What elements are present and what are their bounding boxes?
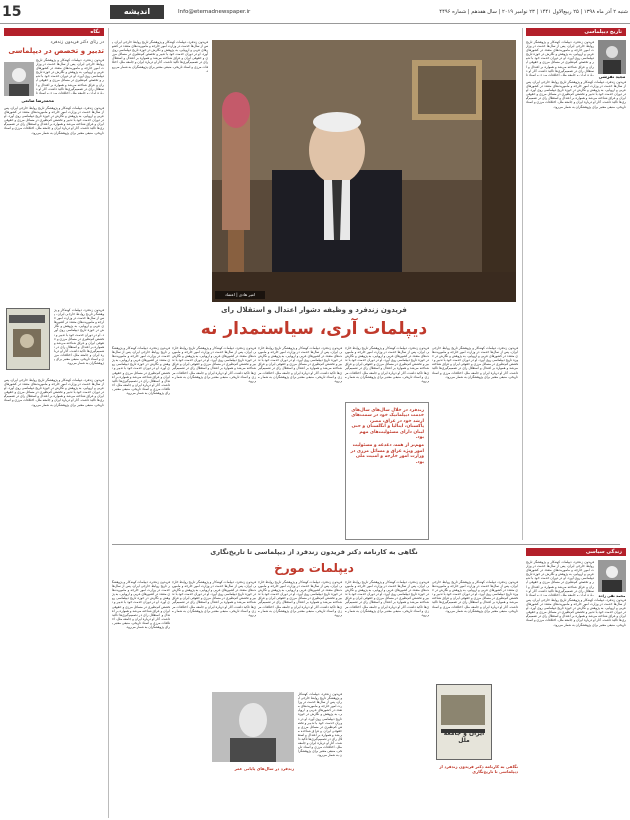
left-column-body-3: فریدون زندفرد، دیپلمات کهنه‌کار و پژوهشگر تاریخ روابط خارجی ایران، پس از سال‌ها خدمت در وزارت امور خارجه و ماموریت‌های متعدد در کشورهای عربی و اروپایی، به پژوهش و نگارش در حوزه تاریخ دیپلماسی روی آورد. او در دوران خدمت خود با تدبیر و تخصص کم‌نظیری در مسائل مرزی و حقوقی ایران و عراق شناخته می‌شد و همواره بر اعتدال و استقلال رای در تصمیم‌گیری‌ها تاکید داشت. آثار او درباره ایران و جامعه ملل، اختلافات مرزی و اسناد تاریخی، منبعی معتبر برای پژوهشگران به شمار می‌رود. [4,378,104,407]
bottom-headline: دیپلمات مورخ [274,561,354,575]
book-cover-image [436,684,492,760]
left-author-name: محمدرضا صانعی [21,98,54,103]
section-tag: اندیشه [110,5,164,19]
left-author-photo [4,62,34,96]
right-column-label: تاریخ دیپلماسی [526,28,626,36]
bottom-body-col-4: فریدون زندفرد، دیپلمات کهنه‌کار و پژوهشگر تاریخ روابط خارجی ایران، پس از سال‌ها خدمت در وزارت امور خارجه و ماموریت‌های متعدد در کشورهای عربی و اروپایی، به پژوهش و نگارش در حوزه تاریخ دیپلماسی روی آورد. او در دوران خدمت خود با تدبیر و تخصص کم‌نظیری در مسائل مرزی و حقوقی ایران و عراق شناخته می‌شد و همواره بر اعتدال و استقلال رای در تصمیم‌گیری‌ها تاکید داشت. آثار او درباره ایران و جامعه ملل، اختلافات مرزی و اسناد تاریخی، منبعی معتبر برای پژوهشگران به شمار می‌رود. [172,580,256,617]
email-address[interactable]: Info@etemadnewspaper.ir [178,9,251,15]
left-column-title: تدبیر و تخصص در دیپلماسی [8,47,104,55]
right-column-body: فریدون زندفرد، دیپلمات کهنه‌کار و پژوهشگر تاریخ روابط خارجی ایران، پس از سال‌ها خدمت در وزارت امور خارجه و ماموریت‌های متعدد در کشورهای عربی و اروپایی، به پژوهش و نگارش در حوزه تاریخ دیپلماسی روی آورد. او در دوران خدمت خود با تدبیر و تخصص کم‌نظیری در مسائل مرزی و حقوقی ایران و عراق شناخته می‌شد و همواره بر اعتدال و استقلال رای در تصمیم‌گیری‌ها تاکید داشت. آثار او درباره ایران و جامعه ملل، اختلافات مرزی و اسناد تاریخی، منبعی معتبر برای پژوهشگران به شمار می‌رود. [526,80,626,109]
bottom-body-col-1: فریدون زندفرد، دیپلمات کهنه‌کار و پژوهشگر تاریخ روابط خارجی ایران، پس از سال‌ها خدمت در وزارت امور خارجه و ماموریت‌های متعدد در کشورهای عربی و اروپایی، به پژوهش و نگارش در حوزه تاریخ دیپلماسی روی آورد. او در دوران خدمت خود با تدبیر و تخصص کم‌نظیری در مسائل مرزی و حقوقی ایران و عراق شناخته می‌شد و همواره بر اعتدال و استقلال رای در تصمیم‌گیری‌ها تاکید داشت. آثار او درباره ایران و جامعه ملل، اختلافات مرزی و اسناد تاریخی، منبعی معتبر برای پژوهشگران به شمار می‌رود. [432,580,518,613]
bottom-author-name: محمد تقی زاده [598,594,626,598]
bottom-photo-caption: زندفرد در سال‌های پایانی عمر [234,766,294,771]
bottom-body-col-6: فریدون زندفرد، دیپلمات کهنه‌کار و پژوهشگر تاریخ روابط خارجی ایران، پس از سال‌ها خدمت در وزارت امور خارجه و ماموریت‌های متعدد در کشورهای عربی و اروپایی، به پژوهش و نگارش در حوزه تاریخ دیپلماسی روی آورد. او در دوران خدمت خود با تدبیر و تخصص کم‌نظیری در مسائل مرزی و حقوقی ایران و عراق شناخته می‌شد و همواره بر اعتدال و استقلال رای در تصمیم‌گیری‌ها تاکید داشت. آثار او درباره ایران و جامعه ملل، اختلافات مرزی و اسناد تاریخی، منبعی معتبر برای پژوهشگران به شمار می‌رود. [298,692,342,758]
main-portrait-photo [212,40,516,302]
main-lead-text: فریدون زندفرد، دیپلمات کهنه‌کار و پژوهشگر تاریخ روابط خارجی ایران، پس از سال‌ها خدمت در وزارت امور خارجه و ماموریت‌های متعدد در کشورهای عربی و اروپایی، به پژوهش و نگارش در حوزه تاریخ دیپلماسی روی آورد. او در دوران خدمت خود با تدبیر و تخصص کم‌نظیری در مسائل مرزی و حقوقی ایران و عراق شناخته می‌شد و همواره بر اعتدال و استقلال رای در تصمیم‌گیری‌ها تاکید داشت. آثار او درباره ایران و جامعه ملل، اختلافات مرزی و اسناد تاریخی، منبعی معتبر برای پژوهشگران به شمار می‌رود. [112,40,208,73]
main-kicker: فریدون زندفرد و وظیفه دشوار اعتدال و استقلال رای [221,306,407,314]
left-column-intro: در رثای دکتر فریدون زندفرد [50,40,104,45]
author-photo [598,40,626,74]
author-name: مجید تفرشی [598,74,626,79]
left-column-label: نگاه [4,28,104,36]
bottom-kicker: نگاهی به کارنامه دکتر فریدون زندفرد از دیپلماسی تا تاریخ‌نگاری [210,548,418,556]
main-body-col-5: فریدون زندفرد، دیپلمات کهنه‌کار و پژوهشگر تاریخ روابط خارجی ایران، پس از سال‌ها خدمت در وزارت امور خارجه و ماموریت‌های متعدد در کشورهای عربی و اروپایی، به پژوهش و نگارش در حوزه تاریخ دیپلماسی روی آورد. او در دوران خدمت خود با تدبیر و تخصص کم‌نظیری در مسائل مرزی و حقوقی ایران و عراق شناخته می‌شد و همواره بر اعتدال و استقلال رای در تصمیم‌گیری‌ها تاکید داشت. آثار او درباره ایران و جامعه ملل، اختلافات مرزی و اسناد تاریخی، منبعی معتبر برای پژوهشگران به شمار می‌رود. [112,346,170,396]
page-number: 15 [2,4,22,20]
bottom-body-col-5: فریدون زندفرد، دیپلمات کهنه‌کار و پژوهشگر تاریخ روابط خارجی ایران، پس از سال‌ها خدمت در وزارت امور خارجه و ماموریت‌های متعدد در کشورهای عربی و اروپایی، به پژوهش و نگارش در حوزه تاریخ دیپلماسی روی آورد. او در دوران خدمت خود با تدبیر و تخصص کم‌نظیری در مسائل مرزی و حقوقی ایران و عراق شناخته می‌شد و همواره بر اعتدال و استقلال رای در تصمیم‌گیری‌ها تاکید داشت. آثار او درباره ایران و جامعه ملل، اختلافات مرزی و اسناد تاریخی، منبعی معتبر برای پژوهشگران به شمار می‌رود. [112,580,170,630]
book-caption: نگاهی به کارنامه دکتر فریدون زندفرد از دیپلماسی تا تاریخ‌نگاری [439,764,518,774]
bottom-right-body: فریدون زندفرد، دیپلمات کهنه‌کار و پژوهشگر تاریخ روابط خارجی ایران، پس از سال‌ها خدمت در وزارت امور خارجه و ماموریت‌های متعدد در کشورهای عربی و اروپایی، به پژوهش و نگارش در حوزه تاریخ دیپلماسی روی آورد. او در دوران خدمت خود با تدبیر و تخصص کم‌نظیری در مسائل مرزی و حقوقی ایران و عراق شناخته می‌شد و همواره بر اعتدال و استقلال رای در تصمیم‌گیری‌ها تاکید داشت. آثار او درباره ایران و جامعه ملل، اختلافات مرزی و اسناد تاریخی، منبعی معتبر برای پژوهشگران به شمار می‌رود. [526,598,626,627]
left-column-body-1: فریدون زندفرد، دیپلمات کهنه‌کار و پژوهشگر تاریخ روابط خارجی ایران، پس از سال‌ها خدمت در وزارت امور خارجه و ماموریت‌های متعدد در کشورهای عربی و اروپایی، به پژوهش و نگارش در حوزه تاریخ دیپلماسی روی آورد. او در دوران خدمت خود با تدبیر و تخصص کم‌نظیری در مسائل مرزی و حقوقی ایران و عراق شناخته می‌شد و همواره بر اعتدال و استقلال رای در تصمیم‌گیری‌ها تاکید داشت. آثار او درباره ایران و جامعه ملل، اختلافات مرزی و اسناد تاریخی، منبعی معتبر برای پژوهشگران به شمار می‌رود. [4,106,104,135]
main-body-col-3: فریدون زندفرد، دیپلمات کهنه‌کار و پژوهشگر تاریخ روابط خارجی ایران، پس از سال‌ها خدمت در وزارت امور خارجه و ماموریت‌های متعدد در کشورهای عربی و اروپایی، به پژوهش و نگارش در حوزه تاریخ دیپلماسی روی آورد. او در دوران خدمت خود با تدبیر و تخصص کم‌نظیری در مسائل مرزی و حقوقی ایران و عراق شناخته می‌شد و همواره بر اعتدال و استقلال رای در تصمیم‌گیری‌ها تاکید داشت. آثار او درباره ایران و جامعه ملل، اختلافات مرزی و اسناد تاریخی، منبعی معتبر برای پژوهشگران به شمار می‌رود. [258,346,342,383]
left-column-body-2: فریدون زندفرد، دیپلمات کهنه‌کار و پژوهشگر تاریخ روابط خارجی ایران، پس از سال‌ها خدمت در وزارت امور خارجه و ماموریت‌های متعدد در کشورهای عربی و اروپایی، به پژوهش و نگارش در حوزه تاریخ دیپلماسی روی آورد. او در دوران خدمت خود با تدبیر و تخصص کم‌نظیری در مسائل مرزی و حقوقی ایران و عراق شناخته می‌شد و همواره بر اعتدال و استقلال رای در تصمیم‌گیری‌ها تاکید داشت. آثار او درباره ایران و جامعه ملل، اختلافات مرزی و اسناد تاریخی، منبعی معتبر برای پژوهشگران به شمار می‌رود. [54,308,104,366]
pull-quote-2: مهم‌تر از همه، دغدغه و مسئولیت امور ویژه عراق و مسائل مرزی در وزارت امور خارجه و امنیت ملی بود. [350,443,424,465]
book-title: ایران و جامعه ملل [443,730,485,744]
bottom-body-col-3: فریدون زندفرد، دیپلمات کهنه‌کار و پژوهشگر تاریخ روابط خارجی ایران، پس از سال‌ها خدمت در وزارت امور خارجه و ماموریت‌های متعدد در کشورهای عربی و اروپایی، به پژوهش و نگارش در حوزه تاریخ دیپلماسی روی آورد. او در دوران خدمت خود با تدبیر و تخصص کم‌نظیری در مسائل مرزی و حقوقی ایران و عراق شناخته می‌شد و همواره بر اعتدال و استقلال رای در تصمیم‌گیری‌ها تاکید داشت. آثار او درباره ایران و جامعه ملل، اختلافات مرزی و اسناد تاریخی، منبعی معتبر برای پژوهشگران به شمار می‌رود. [258,580,342,617]
book-cover-image [6,308,50,370]
main-headline: دیپلمات آری، سیاستمدار نه [200,319,428,339]
bottom-portrait-photo [212,692,294,762]
masthead [0,0,630,24]
main-body-col-2a: فریدون زندفرد، دیپلمات کهنه‌کار و پژوهشگر تاریخ روابط خارجی ایران، پس از سال‌ها خدمت در وزارت امور خارجه و ماموریت‌های متعدد در کشورهای عربی و اروپایی، به پژوهش و نگارش در حوزه تاریخ دیپلماسی روی آورد. او در دوران خدمت خود با تدبیر و تخصص کم‌نظیری در مسائل مرزی و حقوقی ایران و عراق شناخته می‌شد و همواره بر اعتدال و استقلال رای در تصمیم‌گیری‌ها تاکید داشت. آثار او درباره ایران و جامعه ملل، اختلافات مرزی و اسناد تاریخی، منبعی معتبر برای پژوهشگران به شمار می‌رود. [345,346,429,383]
dateline: شنبه ۲ آذر ماه ۱۳۹۸ | ۲۵ ربیع‌الاول ۱۴۴۱ | ۲۳ نوامبر ۲۰۱۹ | سال هفدهم | شماره ۴۴۹۶ [439,9,628,15]
left-column-lead: فریدون زندفرد، دیپلمات کهنه‌کار و پژوهشگر تاریخ روابط خارجی ایران، پس از سال‌ها خدمت در وزارت امور خارجه و ماموریت‌های متعدد در کشورهای عربی و اروپایی، به پژوهش و نگارش در حوزه تاریخ دیپلماسی روی آورد. او در دوران خدمت خود با تدبیر و تخصص کم‌نظیری در مسائل مرزی و حقوقی ایران و عراق شناخته می‌شد و همواره بر اعتدال و استقلال رای در تصمیم‌گیری‌ها تاکید داشت. آثار او درباره ایران و جامعه ملل، اختلافات مرزی و اسناد تا [36,58,104,94]
column-divider [108,28,109,818]
main-body-col-4: فریدون زندفرد، دیپلمات کهنه‌کار و پژوهشگر تاریخ روابط خارجی ایران، پس از سال‌ها خدمت در وزارت امور خارجه و ماموریت‌های متعدد در کشورهای عربی و اروپایی، به پژوهش و نگارش در حوزه تاریخ دیپلماسی روی آورد. او در دوران خدمت خود با تدبیر و تخصص کم‌نظیری در مسائل مرزی و حقوقی ایران و عراق شناخته می‌شد و همواره بر اعتدال و استقلال رای در تصمیم‌گیری‌ها تاکید داشت. آثار او درباره ایران و جامعه ملل، اختلافات مرزی و اسناد تاریخی، منبعی معتبر برای پژوهشگران به شمار می‌رود. [172,346,256,383]
column-divider [522,28,523,540]
bottom-section-label: زندگی سیاسی [526,548,626,556]
bottom-author-photo [598,560,626,592]
section-divider [112,544,620,545]
photo-caption: امیر هادی | اعتماد [215,291,265,299]
right-column-intro: فریدون زندفرد، دیپلمات کهنه‌کار و پژوهشگر تاریخ روابط خارجی ایران، پس از سال‌ها خدمت در وزارت امور خارجه و ماموریت‌های متعدد در کشورهای عربی و اروپایی، به پژوهش و نگارش در حوزه تاریخ دیپلماسی روی آورد. او در دوران خدمت خود با تدبیر و تخصص کم‌نظیری در مسائل مرزی و حقوقی ایران و عراق شناخته می‌شد و همواره بر اعتدال و استقلال رای در تصمیم‌گیری‌ها تاکید داشت. آثار او درباره ایران و جامعه ملل، اختلافات مرزی و اسناد تا [526,40,594,76]
main-body-col-1: فریدون زندفرد، دیپلمات کهنه‌کار و پژوهشگر تاریخ روابط خارجی ایران، پس از سال‌ها خدمت در وزارت امور خارجه و ماموریت‌های متعدد در کشورهای عربی و اروپایی، به پژوهش و نگارش در حوزه تاریخ دیپلماسی روی آورد. او در دوران خدمت خود با تدبیر و تخصص کم‌نظیری در مسائل مرزی و حقوقی ایران و عراق شناخته می‌شد و همواره بر اعتدال و استقلال رای در تصمیم‌گیری‌ها تاکید داشت. آثار او درباره ایران و جامعه ملل، اختلافات مرزی و اسناد تاریخی، منبعی معتبر برای پژوهشگران به شمار می‌رود. [432,346,518,379]
pull-quote-1: زندفرد در خلال سال‌های سال‌های خدمت دیپلماتیک خود در سمت‌های ارشد خود در عراق، مصر، پاکستان، ایتالیا و انگلستان و حتی لبنان دارای مسئولیت‌های مهم بود. [351,408,424,441]
bottom-right-intro: فریدون زندفرد، دیپلمات کهنه‌کار و پژوهشگر تاریخ روابط خارجی ایران، پس از سال‌ها خدمت در وزارت امور خارجه و ماموریت‌های متعدد در کشورهای عربی و اروپایی، به پژوهش و نگارش در حوزه تاریخ دیپلماسی روی آورد. او در دوران خدمت خود با تدبیر و تخصص کم‌نظیری در مسائل مرزی و حقوقی ایران و عراق شناخته می‌شد و همواره بر اعتدال و استقلال رای در تصمیم‌گیری‌ها تاکید داشت. آثار او درباره ایران و جامعه ملل، اختلافات مرزی و اسناد تا [526,560,594,596]
pull-quote-box [345,402,429,540]
bottom-body-col-2: فریدون زندفرد، دیپلمات کهنه‌کار و پژوهشگر تاریخ روابط خارجی ایران، پس از سال‌ها خدمت در وزارت امور خارجه و ماموریت‌های متعدد در کشورهای عربی و اروپایی، به پژوهش و نگارش در حوزه تاریخ دیپلماسی روی آورد. او در دوران خدمت خود با تدبیر و تخصص کم‌نظیری در مسائل مرزی و حقوقی ایران و عراق شناخته می‌شد و همواره بر اعتدال و استقلال رای در تصمیم‌گیری‌ها تاکید داشت. آثار او درباره ایران و جامعه ملل، اختلافات مرزی و اسناد تاریخی، منبعی معتبر برای پژوهشگران به شمار می‌رود. [345,580,429,617]
